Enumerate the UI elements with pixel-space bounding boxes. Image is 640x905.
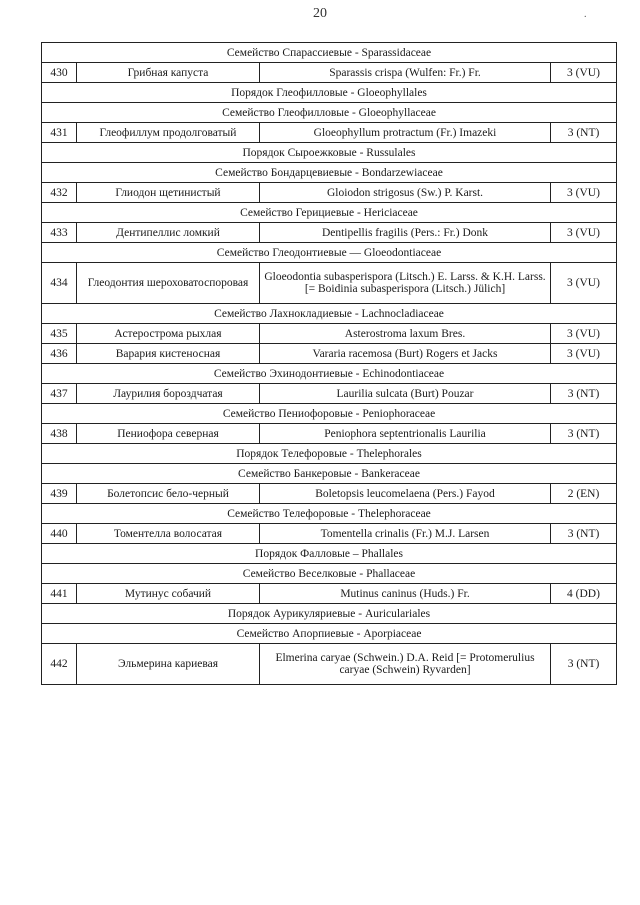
species-category: 3 (VU) (551, 344, 617, 364)
species-number: 442 (42, 644, 77, 685)
species-row (42, 484, 617, 504)
species-latin-name: Boletopsis leucomelaena (Pers.) Fayod (260, 484, 551, 504)
taxon-header: Семейство Глеофилловые - Gloeophyllaceae (42, 103, 617, 123)
taxon-header: Семейство Пениофоровые - Peniophoraceae (42, 404, 617, 424)
species-row (42, 584, 617, 604)
species-latin-name: Laurilia sulcata (Burt) Pouzar (260, 384, 551, 404)
species-category: 3 (VU) (551, 324, 617, 344)
taxon-header-row (42, 464, 617, 484)
taxon-header-row (42, 544, 617, 564)
species-category: 3 (VU) (551, 63, 617, 83)
species-category: 3 (VU) (551, 183, 617, 203)
species-latin-name: Tomentella crinalis (Fr.) M.J. Larsen (260, 524, 551, 544)
taxon-header: Семейство Апорпиевые - Aporpiaceae (42, 624, 617, 644)
species-russian-name: Эльмерина кариевая (77, 644, 260, 685)
taxon-header: Порядок Глеофилловые - Gloeophyllales (42, 83, 617, 103)
species-russian-name: Варария кистеносная (77, 344, 260, 364)
species-category: 2 (EN) (551, 484, 617, 504)
taxon-header: Семейство Банкеровые - Bankeraceae (42, 464, 617, 484)
species-category: 3 (VU) (551, 263, 617, 304)
taxon-header-row (42, 83, 617, 103)
page-number: 20 (313, 6, 327, 21)
taxon-header-row (42, 103, 617, 123)
species-row (42, 223, 617, 243)
species-number: 434 (42, 263, 77, 304)
taxon-header-row (42, 604, 617, 624)
taxon-header-row (42, 304, 617, 324)
species-russian-name: Болетопсис бело-черный (77, 484, 260, 504)
species-number: 440 (42, 524, 77, 544)
taxon-header-row (42, 203, 617, 223)
species-table-body (42, 43, 617, 685)
species-category: 3 (NT) (551, 524, 617, 544)
taxon-header-row (42, 504, 617, 524)
taxon-header-row (42, 163, 617, 183)
taxon-header: Семейство Лахнокладиевые - Lachnocladiaceae (42, 304, 617, 324)
species-category: 3 (NT) (551, 644, 617, 685)
taxon-header: Порядок Фаллoвые – Phallales (42, 544, 617, 564)
taxon-header: Семейство Глеодонтиевые — Gloeodontiaceae (42, 243, 617, 263)
species-russian-name: Астерострома рыхлая (77, 324, 260, 344)
taxon-header-row (42, 564, 617, 584)
species-latin-name: Asterostroma laxum Bres. (260, 324, 551, 344)
taxon-header: Порядок Телефоровые - Thelephorales (42, 444, 617, 464)
species-row (42, 424, 617, 444)
species-number: 438 (42, 424, 77, 444)
taxon-header: Семейство Спарассиевые - Sparassidaceae (42, 43, 617, 63)
taxon-header-row (42, 444, 617, 464)
species-category: 4 (DD) (551, 584, 617, 604)
species-row (42, 123, 617, 143)
taxon-header: Семейство Бондарцевиевые - Bondarzewiaceae (42, 163, 617, 183)
species-category: 3 (VU) (551, 223, 617, 243)
taxon-header-row (42, 364, 617, 384)
species-latin-name: Sparassis crispa (Wulfen: Fr.) Fr. (260, 63, 551, 83)
taxon-header-row (42, 43, 617, 63)
species-number: 433 (42, 223, 77, 243)
taxon-header: Семейство Герициевые - Hericiaceae (42, 203, 617, 223)
taxon-header: Семейство Веселковые - Phallaceae (42, 564, 617, 584)
taxon-header-row (42, 404, 617, 424)
species-latin-name: Vararia racemosa (Burt) Rogers et Jacks (260, 344, 551, 364)
species-latin-name: Gloiodon strigosus (Sw.) P. Karst. (260, 183, 551, 203)
species-russian-name: Глеофиллум продолговатый (77, 123, 260, 143)
species-row (42, 524, 617, 544)
species-number: 432 (42, 183, 77, 203)
species-russian-name: Глеодонтия шероховатоспоровая (77, 263, 260, 304)
species-number: 437 (42, 384, 77, 404)
species-row (42, 644, 617, 685)
taxon-header: Семейство Эхинодонтиевые - Echinodontiaceae (42, 364, 617, 384)
species-number: 435 (42, 324, 77, 344)
species-row (42, 324, 617, 344)
species-row (42, 183, 617, 203)
species-row (42, 263, 617, 304)
taxon-header: Порядок Сыроежковые - Russulales (42, 143, 617, 163)
species-russian-name: Мутинус собачий (77, 584, 260, 604)
species-russian-name: Дентипеллис ломкий (77, 223, 260, 243)
species-table (41, 42, 617, 685)
species-latin-name: Gloeophyllum protractum (Fr.) Imazeki (260, 123, 551, 143)
species-number: 439 (42, 484, 77, 504)
taxon-header-row (42, 143, 617, 163)
species-russian-name: Пениофора северная (77, 424, 260, 444)
species-latin-name: Dentipellis fragilis (Pers.: Fr.) Donk (260, 223, 551, 243)
species-row (42, 344, 617, 364)
corner-mark: . (584, 9, 587, 20)
taxon-header: Семейство Телефоровые - Thelephoraceae (42, 504, 617, 524)
species-russian-name: Томентелла волосатая (77, 524, 260, 544)
species-russian-name: Лаурилия бороздчатая (77, 384, 260, 404)
species-number: 441 (42, 584, 77, 604)
taxon-header-row (42, 243, 617, 263)
taxon-header-row (42, 624, 617, 644)
species-latin-name: Mutinus caninus (Huds.) Fr. (260, 584, 551, 604)
taxon-header: Порядок Аурикуляриевые - Auriculariales (42, 604, 617, 624)
species-row (42, 384, 617, 404)
species-number: 436 (42, 344, 77, 364)
species-category: 3 (NT) (551, 424, 617, 444)
species-number: 430 (42, 63, 77, 83)
species-number: 431 (42, 123, 77, 143)
species-latin-name: Peniophora septentrionalis Laurilia (260, 424, 551, 444)
species-latin-name: Elmerina caryae (Schwein.) D.A. Reid [= Protomerulius caryae (Schwein) Ryvarden] (260, 644, 551, 685)
species-latin-name: Gloeodontia subasperispora (Litsch.) E. Larss. & K.H. Larss. [= Boidinia subasperispora (Litsch.) Jülich] (260, 263, 551, 304)
species-russian-name: Глиодон щетинистый (77, 183, 260, 203)
species-category: 3 (NT) (551, 123, 617, 143)
species-category: 3 (NT) (551, 384, 617, 404)
species-russian-name: Грибная капуста (77, 63, 260, 83)
species-row (42, 63, 617, 83)
